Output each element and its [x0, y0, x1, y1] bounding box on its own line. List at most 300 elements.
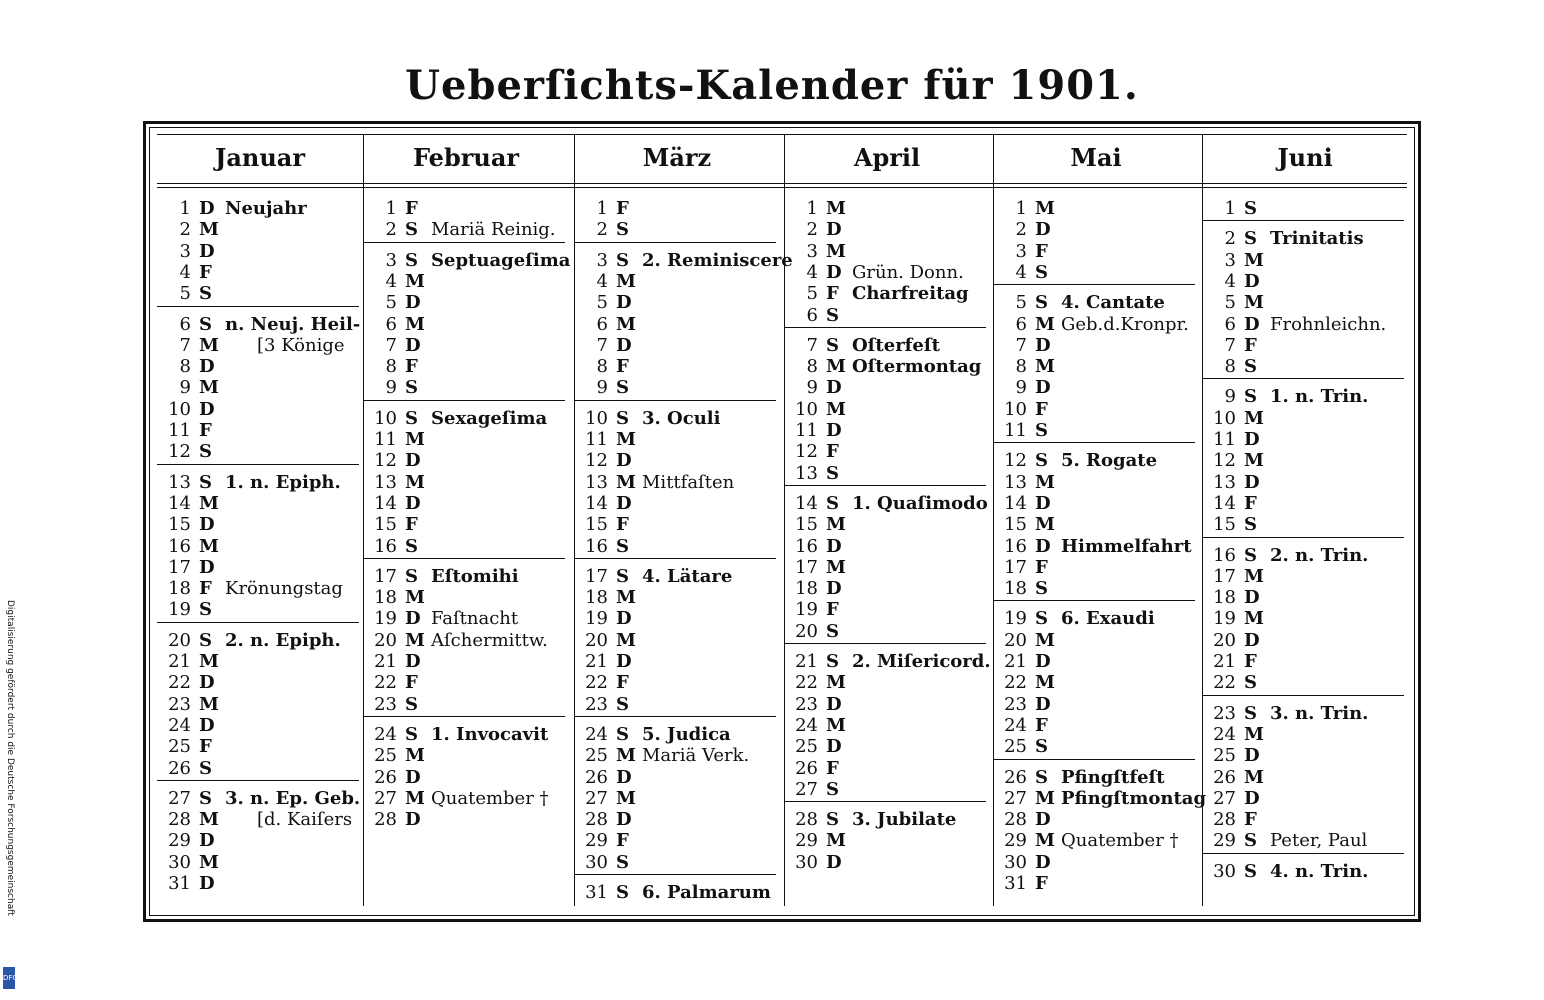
weekday-letter: D [405, 450, 421, 472]
day-row [363, 292, 569, 313]
day-number: 24 [585, 723, 608, 745]
day-number: 4 [1015, 261, 1027, 283]
day-row [1202, 314, 1408, 335]
weekday-letter: F [826, 599, 839, 621]
day-number: 28 [168, 809, 191, 831]
day-row [1202, 703, 1408, 724]
weekday-letter: M [405, 745, 425, 767]
day-row [157, 672, 363, 693]
feast-day-label: Aſchermittw. [431, 629, 548, 651]
weekday-letter: M [405, 587, 425, 609]
day-row [993, 608, 1199, 629]
weekday-letter: S [1244, 386, 1257, 408]
day-number: 7 [1224, 334, 1236, 356]
day-number: 12 [1004, 450, 1027, 472]
day-number: 10 [168, 398, 191, 420]
day-row [157, 578, 363, 599]
weekday-letter: D [1244, 587, 1260, 609]
weekday-letter: M [826, 356, 846, 378]
day-number: 20 [374, 629, 397, 651]
day-row [363, 694, 569, 715]
day-row [993, 514, 1199, 535]
day-row [157, 873, 363, 894]
day-number: 23 [374, 693, 397, 715]
weekday-letter: D [1035, 219, 1051, 241]
feast-day-label: Pfingſtfeſt [1061, 766, 1165, 788]
feast-day-label: Grün. Donn. [852, 261, 964, 283]
day-number: 18 [1004, 578, 1027, 600]
day-row [993, 536, 1199, 557]
day-number: 8 [596, 356, 608, 378]
weekday-letter: F [1035, 714, 1048, 736]
day-number: 31 [1004, 873, 1027, 894]
week-separator [1202, 537, 1404, 538]
week-separator [993, 442, 1195, 443]
weekday-letter: D [199, 356, 215, 378]
week-separator [1202, 853, 1404, 854]
weekday-letter: D [199, 672, 215, 694]
day-number: 10 [374, 407, 397, 429]
day-number: 7 [806, 334, 818, 356]
day-row [993, 672, 1199, 693]
day-row [157, 198, 363, 219]
day-number: 19 [585, 608, 608, 630]
day-number: 17 [168, 556, 191, 578]
day-row [157, 852, 363, 873]
feast-day-label: 1. Invocavit [431, 723, 549, 745]
day-row [574, 314, 780, 335]
day-number: 28 [1213, 809, 1236, 831]
day-number: 1 [596, 198, 608, 219]
weekday-letter: D [199, 873, 215, 894]
day-number: 9 [385, 377, 397, 399]
day-row [363, 745, 569, 766]
feast-day-label: n. Neuj. Heil- [225, 313, 361, 335]
day-row [574, 724, 780, 745]
funding-note: Digitalisierung gefördert durch die Deutsche Forschungsgemeinschaft [5, 600, 15, 916]
day-number: 13 [168, 471, 191, 493]
weekday-letter: D [616, 334, 632, 356]
day-number: 27 [795, 778, 818, 800]
day-number: 29 [168, 830, 191, 852]
day-number: 15 [585, 514, 608, 536]
day-row [363, 651, 569, 672]
day-number: 24 [374, 723, 397, 745]
day-row [363, 587, 569, 608]
day-number: 18 [585, 587, 608, 609]
feast-day-label: 4. Cantate [1061, 292, 1165, 314]
feast-day-label: Eſtomihi [431, 565, 519, 587]
day-row [1202, 198, 1408, 219]
feast-day-label: Neujahr [225, 198, 307, 219]
day-number: 17 [1004, 556, 1027, 578]
weekday-letter: D [826, 736, 842, 758]
day-number: 18 [168, 578, 191, 600]
feast-day-label: 6. Exaudi [1061, 608, 1155, 630]
day-number: 4 [179, 261, 191, 283]
feast-day-label: 3. Jubilate [852, 809, 957, 831]
weekday-letter: M [616, 587, 636, 609]
day-row [784, 514, 990, 535]
day-number: 6 [179, 313, 191, 335]
day-number: 28 [1004, 809, 1027, 831]
day-number: 5 [806, 283, 818, 305]
day-row [1202, 767, 1408, 788]
day-number: 6 [1015, 313, 1027, 335]
weekday-letter: M [1035, 830, 1055, 852]
day-number: 2 [806, 219, 818, 241]
day-number: 9 [596, 377, 608, 399]
weekday-letter: S [616, 535, 629, 557]
day-number: 9 [1224, 386, 1236, 408]
day-row [157, 472, 363, 493]
weekday-letter: S [826, 304, 839, 326]
day-number: 29 [585, 830, 608, 852]
day-row [1202, 429, 1408, 450]
day-number: 22 [1213, 672, 1236, 694]
weekday-letter: F [616, 356, 629, 378]
day-number: 16 [1213, 544, 1236, 566]
day-number: 11 [795, 420, 818, 441]
feast-day-label: 4. Lätare [642, 565, 733, 587]
day-row [784, 283, 990, 304]
weekday-letter: M [1244, 723, 1264, 745]
weekday-letter: M [199, 492, 219, 514]
weekday-letter: M [826, 198, 846, 219]
weekday-letter: F [405, 198, 418, 219]
day-number: 21 [1213, 651, 1236, 672]
weekday-letter: D [405, 766, 421, 788]
weekday-letter: S [1244, 672, 1257, 694]
day-number: 4 [806, 261, 818, 283]
feast-day-label: Krönungstag [225, 578, 343, 600]
weekday-letter: M [405, 471, 425, 493]
day-row [574, 450, 780, 471]
day-row [784, 557, 990, 578]
day-number: 11 [1004, 420, 1027, 441]
weekday-letter: S [1035, 261, 1048, 283]
day-row [1202, 493, 1408, 514]
week-separator [574, 874, 776, 875]
weekday-letter: F [199, 420, 212, 441]
weekday-letter: D [199, 714, 215, 736]
weekday-letter: F [405, 514, 418, 536]
month-header: Januar [215, 143, 305, 172]
day-row [784, 377, 990, 398]
feast-day-label: 3. Oculi [642, 407, 721, 429]
weekday-letter: D [616, 450, 632, 472]
day-row [784, 493, 990, 514]
weekday-letter: D [1035, 693, 1051, 715]
day-number: 18 [795, 578, 818, 600]
weekday-letter: D [826, 420, 842, 441]
weekday-letter: D [1035, 377, 1051, 399]
week-separator [157, 464, 359, 465]
day-number: 21 [374, 651, 397, 672]
feast-day-label: Pfingſtmontag [1061, 787, 1207, 809]
header-bottom-rule-2 [157, 187, 1407, 188]
weekday-letter: D [616, 608, 632, 630]
day-number: 20 [1004, 629, 1027, 651]
feast-day-label: 4. n. Trin. [1270, 860, 1369, 882]
day-number: 13 [795, 462, 818, 484]
day-number: 13 [585, 471, 608, 493]
day-number: 27 [1004, 787, 1027, 809]
weekday-letter: M [199, 334, 219, 356]
day-row [363, 377, 569, 398]
feast-day-label: Oſtermontag [852, 356, 982, 378]
day-row [784, 441, 990, 462]
day-row [363, 672, 569, 693]
day-row [1202, 356, 1408, 377]
day-row [574, 198, 780, 219]
week-separator [363, 242, 565, 243]
day-row [784, 809, 990, 830]
weekday-letter: D [1244, 270, 1260, 292]
day-number: 20 [1213, 629, 1236, 651]
weekday-letter: S [1244, 860, 1257, 882]
day-row [574, 335, 780, 356]
day-row [363, 271, 569, 292]
weekday-letter: M [199, 851, 219, 873]
weekday-letter: M [1244, 766, 1264, 788]
day-number: 23 [585, 693, 608, 715]
day-number: 18 [374, 587, 397, 609]
day-row [993, 262, 1199, 283]
weekday-letter: D [199, 398, 215, 420]
day-row [157, 262, 363, 283]
weekday-letter: F [1244, 809, 1257, 831]
day-row [993, 356, 1199, 377]
week-separator [363, 400, 565, 401]
day-number: 17 [374, 565, 397, 587]
day-number: 24 [168, 714, 191, 736]
day-number: 6 [596, 313, 608, 335]
day-row [157, 788, 363, 809]
weekday-letter: F [616, 830, 629, 852]
week-separator [157, 622, 359, 623]
day-row [574, 566, 780, 587]
weekday-letter: S [1244, 514, 1257, 536]
weekday-letter: S [405, 407, 418, 429]
day-row [993, 335, 1199, 356]
day-number: 3 [1224, 249, 1236, 271]
day-number: 31 [168, 873, 191, 894]
day-number: 13 [374, 471, 397, 493]
weekday-letter: M [1035, 356, 1055, 378]
day-number: 22 [585, 672, 608, 694]
day-number: 5 [179, 283, 191, 305]
month-header: Mai [1070, 143, 1122, 172]
day-number: 7 [385, 334, 397, 356]
weekday-letter: S [199, 629, 212, 651]
day-number: 25 [168, 736, 191, 758]
day-row [157, 630, 363, 651]
feast-day-label: 1. Quaſimodo [852, 492, 988, 514]
weekday-letter: D [1244, 745, 1260, 767]
day-number: 8 [1224, 356, 1236, 378]
day-row [1202, 566, 1408, 587]
weekday-letter: S [1244, 356, 1257, 378]
day-row [784, 399, 990, 420]
day-row [363, 408, 569, 429]
weekday-letter: S [826, 620, 839, 642]
day-number: 9 [806, 377, 818, 399]
weekday-letter: S [405, 565, 418, 587]
day-number: 7 [1015, 334, 1027, 356]
day-number: 10 [1213, 407, 1236, 429]
week-separator [574, 558, 776, 559]
day-row [784, 715, 990, 736]
day-number: 26 [1004, 766, 1027, 788]
day-number: 26 [168, 757, 191, 779]
day-number: 27 [168, 787, 191, 809]
day-row [1202, 472, 1408, 493]
day-number: 15 [374, 514, 397, 536]
weekday-letter: S [1244, 228, 1257, 250]
day-row [574, 830, 780, 851]
day-row [1202, 672, 1408, 693]
day-row [157, 493, 363, 514]
day-number: 19 [1004, 608, 1027, 630]
feast-day-label: 2. n. Epiph. [225, 629, 341, 651]
week-separator [993, 284, 1195, 285]
day-number: 2 [596, 219, 608, 241]
weekday-letter: S [199, 313, 212, 335]
day-number: 16 [374, 535, 397, 557]
weekday-letter: M [616, 471, 636, 493]
weekday-letter: S [826, 492, 839, 514]
day-number: 11 [168, 420, 191, 441]
day-row [993, 787, 1207, 809]
day-number: 26 [795, 757, 818, 779]
day-number: 22 [1004, 672, 1027, 694]
day-row [784, 305, 990, 326]
day-row [993, 420, 1199, 441]
day-number: 17 [1213, 565, 1236, 587]
day-number: 1 [179, 198, 191, 219]
day-row [1202, 386, 1408, 407]
day-row [157, 335, 363, 356]
day-number: 16 [1004, 535, 1027, 557]
day-number: 12 [168, 441, 191, 463]
day-row [157, 694, 363, 715]
day-number: 15 [1004, 514, 1027, 536]
day-row [574, 408, 780, 429]
weekday-letter: M [405, 629, 425, 651]
weekday-letter: M [405, 787, 425, 809]
day-number: 19 [374, 608, 397, 630]
day-row [157, 809, 363, 830]
feast-day-label: Peter, Paul [1270, 830, 1368, 852]
month-header: Februar [412, 143, 520, 172]
day-row [1202, 514, 1408, 535]
week-separator [1202, 695, 1404, 696]
weekday-letter: D [1244, 629, 1260, 651]
day-number: 9 [1015, 377, 1027, 399]
day-row [993, 694, 1199, 715]
day-row [993, 377, 1199, 398]
day-row [157, 651, 363, 672]
weekday-letter: M [616, 787, 636, 809]
day-row [1202, 630, 1408, 651]
day-row [157, 399, 363, 420]
weekday-letter: M [616, 745, 636, 767]
day-number: 23 [1004, 693, 1027, 715]
day-number: 3 [1015, 240, 1027, 262]
day-row [784, 536, 990, 557]
weekday-letter: S [199, 441, 212, 463]
week-separator [574, 400, 776, 401]
weekday-letter: S [1035, 292, 1048, 314]
day-row [993, 314, 1199, 335]
day-number: 25 [1004, 736, 1027, 758]
day-number: 24 [1213, 723, 1236, 745]
day-number: 21 [795, 651, 818, 672]
weekday-letter: S [616, 851, 629, 873]
day-row [784, 356, 990, 377]
weekday-letter: D [1035, 651, 1051, 672]
weekday-letter: D [826, 535, 842, 557]
day-number: 24 [795, 714, 818, 736]
weekday-letter: D [405, 608, 421, 630]
day-row [363, 356, 569, 377]
weekday-letter: M [826, 672, 846, 694]
day-number: 21 [168, 651, 191, 672]
day-row [993, 493, 1199, 514]
day-row [363, 314, 569, 335]
weekday-letter: S [616, 693, 629, 715]
week-separator [363, 716, 565, 717]
day-row [993, 736, 1199, 757]
day-row [993, 852, 1199, 873]
weekday-letter: D [826, 261, 842, 283]
day-number: 2 [385, 219, 397, 241]
day-number: 30 [795, 851, 818, 873]
weekday-letter: D [826, 578, 842, 600]
day-number: 22 [168, 672, 191, 694]
day-row [157, 715, 363, 736]
day-number: 13 [1213, 471, 1236, 493]
weekday-letter: M [826, 240, 846, 262]
day-number: 27 [585, 787, 608, 809]
day-number: 23 [1213, 702, 1236, 724]
day-row [1202, 450, 1408, 471]
day-number: 25 [1213, 745, 1236, 767]
day-number: 29 [1004, 830, 1027, 852]
day-row [993, 557, 1199, 578]
weekday-letter: M [199, 693, 219, 715]
weekday-letter: D [826, 851, 842, 873]
day-row [574, 767, 780, 788]
week-separator [1202, 378, 1404, 379]
day-row [993, 578, 1199, 599]
day-row [784, 463, 990, 484]
weekday-letter: D [1244, 787, 1260, 809]
day-row [784, 621, 990, 642]
day-number: 19 [168, 599, 191, 621]
day-row [574, 249, 793, 271]
week-separator [363, 558, 565, 559]
day-number: 4 [385, 270, 397, 292]
day-number: 5 [1224, 292, 1236, 314]
week-separator [993, 759, 1195, 760]
day-number: 24 [1004, 714, 1027, 736]
weekday-letter: F [826, 441, 839, 463]
day-row [157, 536, 363, 557]
day-row [1202, 250, 1408, 271]
day-row [1202, 745, 1408, 766]
